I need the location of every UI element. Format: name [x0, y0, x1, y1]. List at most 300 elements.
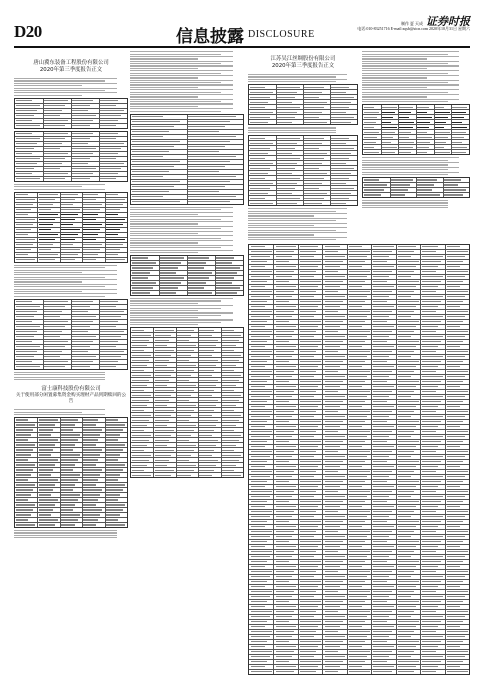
table-cell: [188, 166, 224, 167]
table-cell: [251, 511, 272, 512]
table-cell: [251, 671, 272, 672]
table-cell: [39, 449, 54, 450]
table-cell: [422, 361, 440, 362]
table-cell: [276, 571, 294, 572]
table-cell: [16, 249, 31, 250]
table-cell: [61, 429, 73, 430]
table-cell: [417, 107, 428, 108]
table-cell: [422, 441, 440, 442]
table-cell: [177, 340, 189, 341]
table-cell: [106, 259, 125, 260]
table-cell: [447, 501, 463, 502]
table-cell: [382, 152, 395, 153]
table-cell: [391, 179, 414, 180]
table-cell: [276, 416, 292, 417]
table-cell: [276, 546, 297, 547]
table-cell: [277, 163, 297, 164]
table-cell: [155, 365, 167, 366]
table-cell: [222, 330, 234, 331]
table-cell: [417, 142, 430, 143]
table-cell: [422, 286, 438, 287]
table-cell: [44, 366, 65, 367]
text-line: [130, 223, 198, 224]
table-cell: [349, 651, 370, 652]
table-cell: [300, 536, 313, 537]
table-cell: [300, 526, 318, 527]
table-cell: [373, 591, 391, 592]
table-cell: [399, 117, 409, 118]
table-cell: [300, 436, 313, 437]
table-cell: [100, 336, 121, 337]
table-cell: [276, 396, 292, 397]
table-cell: [447, 296, 465, 297]
table-cell: [100, 311, 124, 312]
table-cell: [349, 631, 370, 632]
table-cell: [422, 501, 440, 502]
table-cell: [276, 671, 294, 672]
table-cell: [251, 521, 267, 522]
table-cell: [300, 641, 321, 642]
table-cell: [422, 616, 443, 617]
table-cell: [373, 496, 389, 497]
table-cell: [373, 296, 389, 297]
table-cell: [188, 126, 224, 127]
table-cell: [276, 531, 294, 532]
table-cell: [447, 476, 465, 477]
text-line: [130, 226, 233, 227]
table-cell: [398, 616, 411, 617]
table-cell: [177, 330, 194, 331]
table-cell: [349, 356, 367, 357]
table-cell: [325, 621, 343, 622]
table-cell: [276, 386, 297, 387]
table-cell: [16, 173, 31, 174]
table-cell: [373, 331, 391, 332]
table-cell: [16, 148, 34, 149]
table-cell: [276, 326, 297, 327]
large-table: [248, 244, 470, 675]
table-cell: [447, 286, 460, 287]
table-cell: [106, 254, 118, 255]
table-cell: [349, 556, 367, 557]
text-line: [14, 277, 105, 278]
table-cell: [16, 234, 28, 235]
table-cell: [349, 491, 370, 492]
table-cell: [422, 341, 440, 342]
table-cell: [422, 461, 440, 462]
table-cell: [325, 471, 338, 472]
text-line: [130, 87, 198, 88]
table-cell: [251, 421, 267, 422]
table-cell: [422, 396, 443, 397]
table-cell: [300, 376, 313, 377]
table-cell: [447, 626, 460, 627]
table-cell: [325, 531, 338, 532]
table-cell: [251, 341, 267, 342]
table-cell: [422, 351, 435, 352]
notice-title-2: [248, 56, 358, 70]
table-cell: [16, 153, 31, 154]
table-cell: [447, 536, 465, 537]
table-cell: [39, 419, 58, 420]
table-cell: [216, 262, 231, 263]
text-line: [130, 212, 233, 213]
table-cell: [160, 272, 175, 273]
text-line: [362, 169, 448, 170]
table-cell: [106, 209, 121, 210]
table-cell: [373, 521, 386, 522]
table-cell: [447, 511, 468, 512]
table-cell: [251, 431, 272, 432]
table-cell: [398, 536, 411, 537]
table-cell: [447, 391, 468, 392]
table-cell: [251, 596, 269, 597]
table-cell: [304, 148, 319, 149]
table-cell: [16, 259, 35, 260]
table-cell: [106, 484, 125, 485]
table-cell: [373, 436, 389, 437]
table-cell: [83, 484, 95, 485]
table-cell: [325, 441, 343, 442]
table-cell: [422, 406, 438, 407]
text-line: [130, 207, 233, 208]
table-cell: [325, 431, 338, 432]
text-line: [14, 286, 105, 287]
text-line: [130, 322, 221, 323]
table-cell: [61, 259, 76, 260]
table-cell: [325, 611, 338, 612]
table-cell: [304, 193, 327, 194]
table-cell: [422, 336, 443, 337]
text-line: [14, 409, 105, 410]
table-cell: [132, 166, 174, 167]
table-cell: [61, 504, 76, 505]
table-cell: [325, 381, 343, 382]
table-cell: [373, 466, 394, 467]
text-line: [130, 300, 221, 301]
text-line: [14, 535, 117, 536]
table-cell: [155, 400, 170, 401]
text-line: [248, 218, 347, 219]
table-cell: [447, 616, 465, 617]
table-cell: [373, 386, 394, 387]
table-cell: [382, 142, 392, 143]
table-cell: [300, 421, 321, 422]
table-cell: [300, 366, 318, 367]
table-cell: [325, 451, 338, 452]
stock-code-line: [14, 50, 128, 54]
text-line: [248, 213, 347, 214]
table-cell: [300, 356, 313, 357]
table-cell: [132, 141, 180, 142]
table-cell: [251, 466, 264, 467]
table-cell: [106, 229, 121, 230]
table-cell: [276, 376, 292, 377]
table-cell: [16, 356, 34, 357]
table-cell: [349, 571, 370, 572]
table-cell: [444, 189, 467, 190]
table-cell: [325, 631, 338, 632]
table-cell: [276, 491, 294, 492]
table-cell: [250, 193, 268, 194]
table-cell: [452, 117, 463, 118]
table-cell: [325, 596, 346, 597]
table-cell: [222, 470, 234, 471]
table-cell: [452, 137, 463, 138]
table-cell: [250, 92, 273, 93]
table-cell: [199, 475, 211, 476]
table-cell: [216, 267, 240, 268]
table-cell: [132, 455, 151, 456]
table-cell: [398, 596, 411, 597]
table-cell: [300, 616, 313, 617]
table-cell: [364, 112, 379, 113]
table-cell: [373, 336, 389, 337]
table-cell: [155, 445, 167, 446]
table-cell: [349, 661, 365, 662]
table-cell: [106, 419, 118, 420]
table-cell: [447, 611, 468, 612]
table-cell: [325, 481, 343, 482]
table-cell: [422, 436, 443, 437]
table-cell: [16, 301, 31, 302]
table-cell: [61, 194, 78, 195]
table-cell: [447, 541, 463, 542]
table-cell: [422, 581, 440, 582]
table-cell: [304, 102, 327, 103]
table-cell: [398, 316, 411, 317]
text-line: [14, 377, 105, 378]
table-cell: [300, 336, 313, 337]
table-cell: [325, 486, 341, 487]
table-cell: [373, 546, 394, 547]
table-cell: [422, 486, 438, 487]
table-cell: [325, 311, 338, 312]
section-title-en: DISCLOSURE: [248, 29, 315, 40]
table-cell: [447, 646, 460, 647]
table-cell: [447, 406, 460, 407]
table-cell: [251, 436, 269, 437]
table-cell: [132, 390, 144, 391]
table-cell: [276, 556, 292, 557]
table-cell: [276, 451, 294, 452]
table-cell: [373, 456, 389, 457]
table-cell: [155, 335, 172, 336]
table-cell: [177, 400, 189, 401]
table-cell: [349, 266, 362, 267]
table-cell: [72, 346, 90, 347]
table-cell: [106, 434, 121, 435]
table-cell: [199, 330, 214, 331]
table-cell: [373, 301, 386, 302]
table-cell: [452, 132, 465, 133]
table-cell: [398, 266, 416, 267]
table-cell: [398, 261, 419, 262]
table-cell: [447, 661, 463, 662]
table-cell: [177, 440, 189, 441]
text-line: [130, 319, 233, 320]
text-line: [130, 324, 198, 325]
table-cell: [373, 476, 389, 477]
table-cell: [447, 376, 465, 377]
table-cell: [325, 336, 346, 337]
table-cell: [422, 496, 443, 497]
notice-body: [248, 74, 358, 240]
table-cell: [325, 371, 338, 372]
table-cell: [44, 100, 68, 101]
table-cell: [399, 112, 410, 113]
table-cell: [100, 100, 118, 101]
table-cell: [300, 541, 321, 542]
table-cell: [61, 494, 80, 495]
table-cell: [199, 420, 218, 421]
table-row: [363, 193, 469, 197]
table-cell: [16, 158, 40, 159]
table-cell: [16, 143, 37, 144]
table-cell: [364, 147, 374, 148]
table-cell: [325, 536, 346, 537]
table-cell: [72, 341, 93, 342]
table-cell: [373, 291, 391, 292]
table-cell: [222, 475, 241, 476]
table-cell: [447, 261, 463, 262]
data-table: [248, 135, 358, 206]
table-cell: [349, 561, 365, 562]
table-cell: [304, 168, 319, 169]
table-cell: [325, 341, 343, 342]
table-cell: [276, 431, 294, 432]
table-cell: [61, 224, 73, 225]
table-cell: [250, 117, 270, 118]
table-cell: [398, 281, 419, 282]
table-cell: [447, 451, 468, 452]
table-cell: [251, 616, 269, 617]
table-cell: [435, 147, 445, 148]
table-cell: [373, 316, 389, 317]
table-cell: [251, 281, 267, 282]
text-line: [248, 225, 314, 226]
table-cell: [188, 191, 219, 192]
table-cell: [452, 152, 465, 153]
text-line: [362, 202, 448, 203]
table-cell: [251, 336, 269, 337]
table-cell: [398, 391, 414, 392]
table-cell: [100, 125, 115, 126]
notice-body: [130, 51, 244, 478]
table-cell: [251, 266, 264, 267]
table-cell: [16, 519, 28, 520]
table-cell: [251, 586, 264, 587]
table-cell: [349, 251, 370, 252]
table-cell: [276, 321, 289, 322]
table-cell: [155, 340, 170, 341]
table-cell: [422, 316, 443, 317]
table-cell: [199, 405, 216, 406]
table-cell: [106, 454, 121, 455]
table-cell: [251, 606, 264, 607]
table-cell: [422, 506, 438, 507]
table-cell: [325, 326, 341, 327]
table-cell: [132, 475, 151, 476]
text-line: [130, 111, 221, 112]
table-cell: [44, 173, 68, 174]
table-cell: [188, 146, 224, 147]
table-cell: [83, 204, 102, 205]
table-cell: [16, 168, 34, 169]
table-cell: [349, 551, 370, 552]
table-cell: [447, 571, 468, 572]
table-cell: [106, 504, 125, 505]
table-cell: [16, 499, 28, 500]
table-cell: [39, 479, 58, 480]
table-cell: [300, 601, 321, 602]
table-cell: [132, 420, 149, 421]
table-cell: [447, 671, 468, 672]
table-cell: [331, 102, 351, 103]
text-line: [130, 252, 198, 253]
table-cell: [398, 376, 411, 377]
table-cell: [300, 306, 318, 307]
table-cell: [435, 137, 448, 138]
table-cell: [276, 371, 294, 372]
table-cell: [373, 541, 386, 542]
table-cell: [160, 267, 178, 268]
table-cell: [39, 434, 51, 435]
table-cell: [325, 401, 343, 402]
table-cell: [251, 286, 264, 287]
table-cell: [325, 626, 341, 627]
table-cell: [300, 516, 313, 517]
table-cell: [250, 168, 270, 169]
table-cell: [300, 571, 316, 572]
table-cell: [250, 188, 270, 189]
table-cell: [325, 666, 341, 667]
table-cell: [83, 509, 102, 510]
table-cell: [373, 416, 389, 417]
table-cell: [188, 131, 219, 132]
table-cell: [39, 209, 51, 210]
table-cell: [177, 450, 194, 451]
table-cell: [100, 143, 124, 144]
table-cell: [452, 142, 462, 143]
table-cell: [447, 426, 460, 427]
table-cell: [44, 110, 62, 111]
table-cell: [44, 148, 59, 149]
table-cell: [39, 524, 56, 525]
table-cell: [417, 189, 432, 190]
table-cell: [276, 626, 297, 627]
table-cell: [325, 516, 346, 517]
table-cell: [106, 214, 118, 215]
table-cell: [349, 671, 370, 672]
table-cell: [132, 345, 147, 346]
table-cell: [373, 351, 391, 352]
table-cell: [331, 173, 351, 174]
table-cell: [373, 606, 394, 607]
table-cell: [251, 491, 272, 492]
table-cell: [276, 286, 297, 287]
table-cell: [349, 271, 370, 272]
table-cell: [251, 626, 264, 627]
table-cell: [251, 476, 269, 477]
table-row: [131, 200, 243, 204]
table-cell: [61, 469, 73, 470]
table-cell: [398, 601, 419, 602]
text-line: [130, 245, 233, 246]
table-cell: [83, 499, 98, 500]
table-cell: [100, 153, 118, 154]
table-cell: [422, 281, 440, 282]
